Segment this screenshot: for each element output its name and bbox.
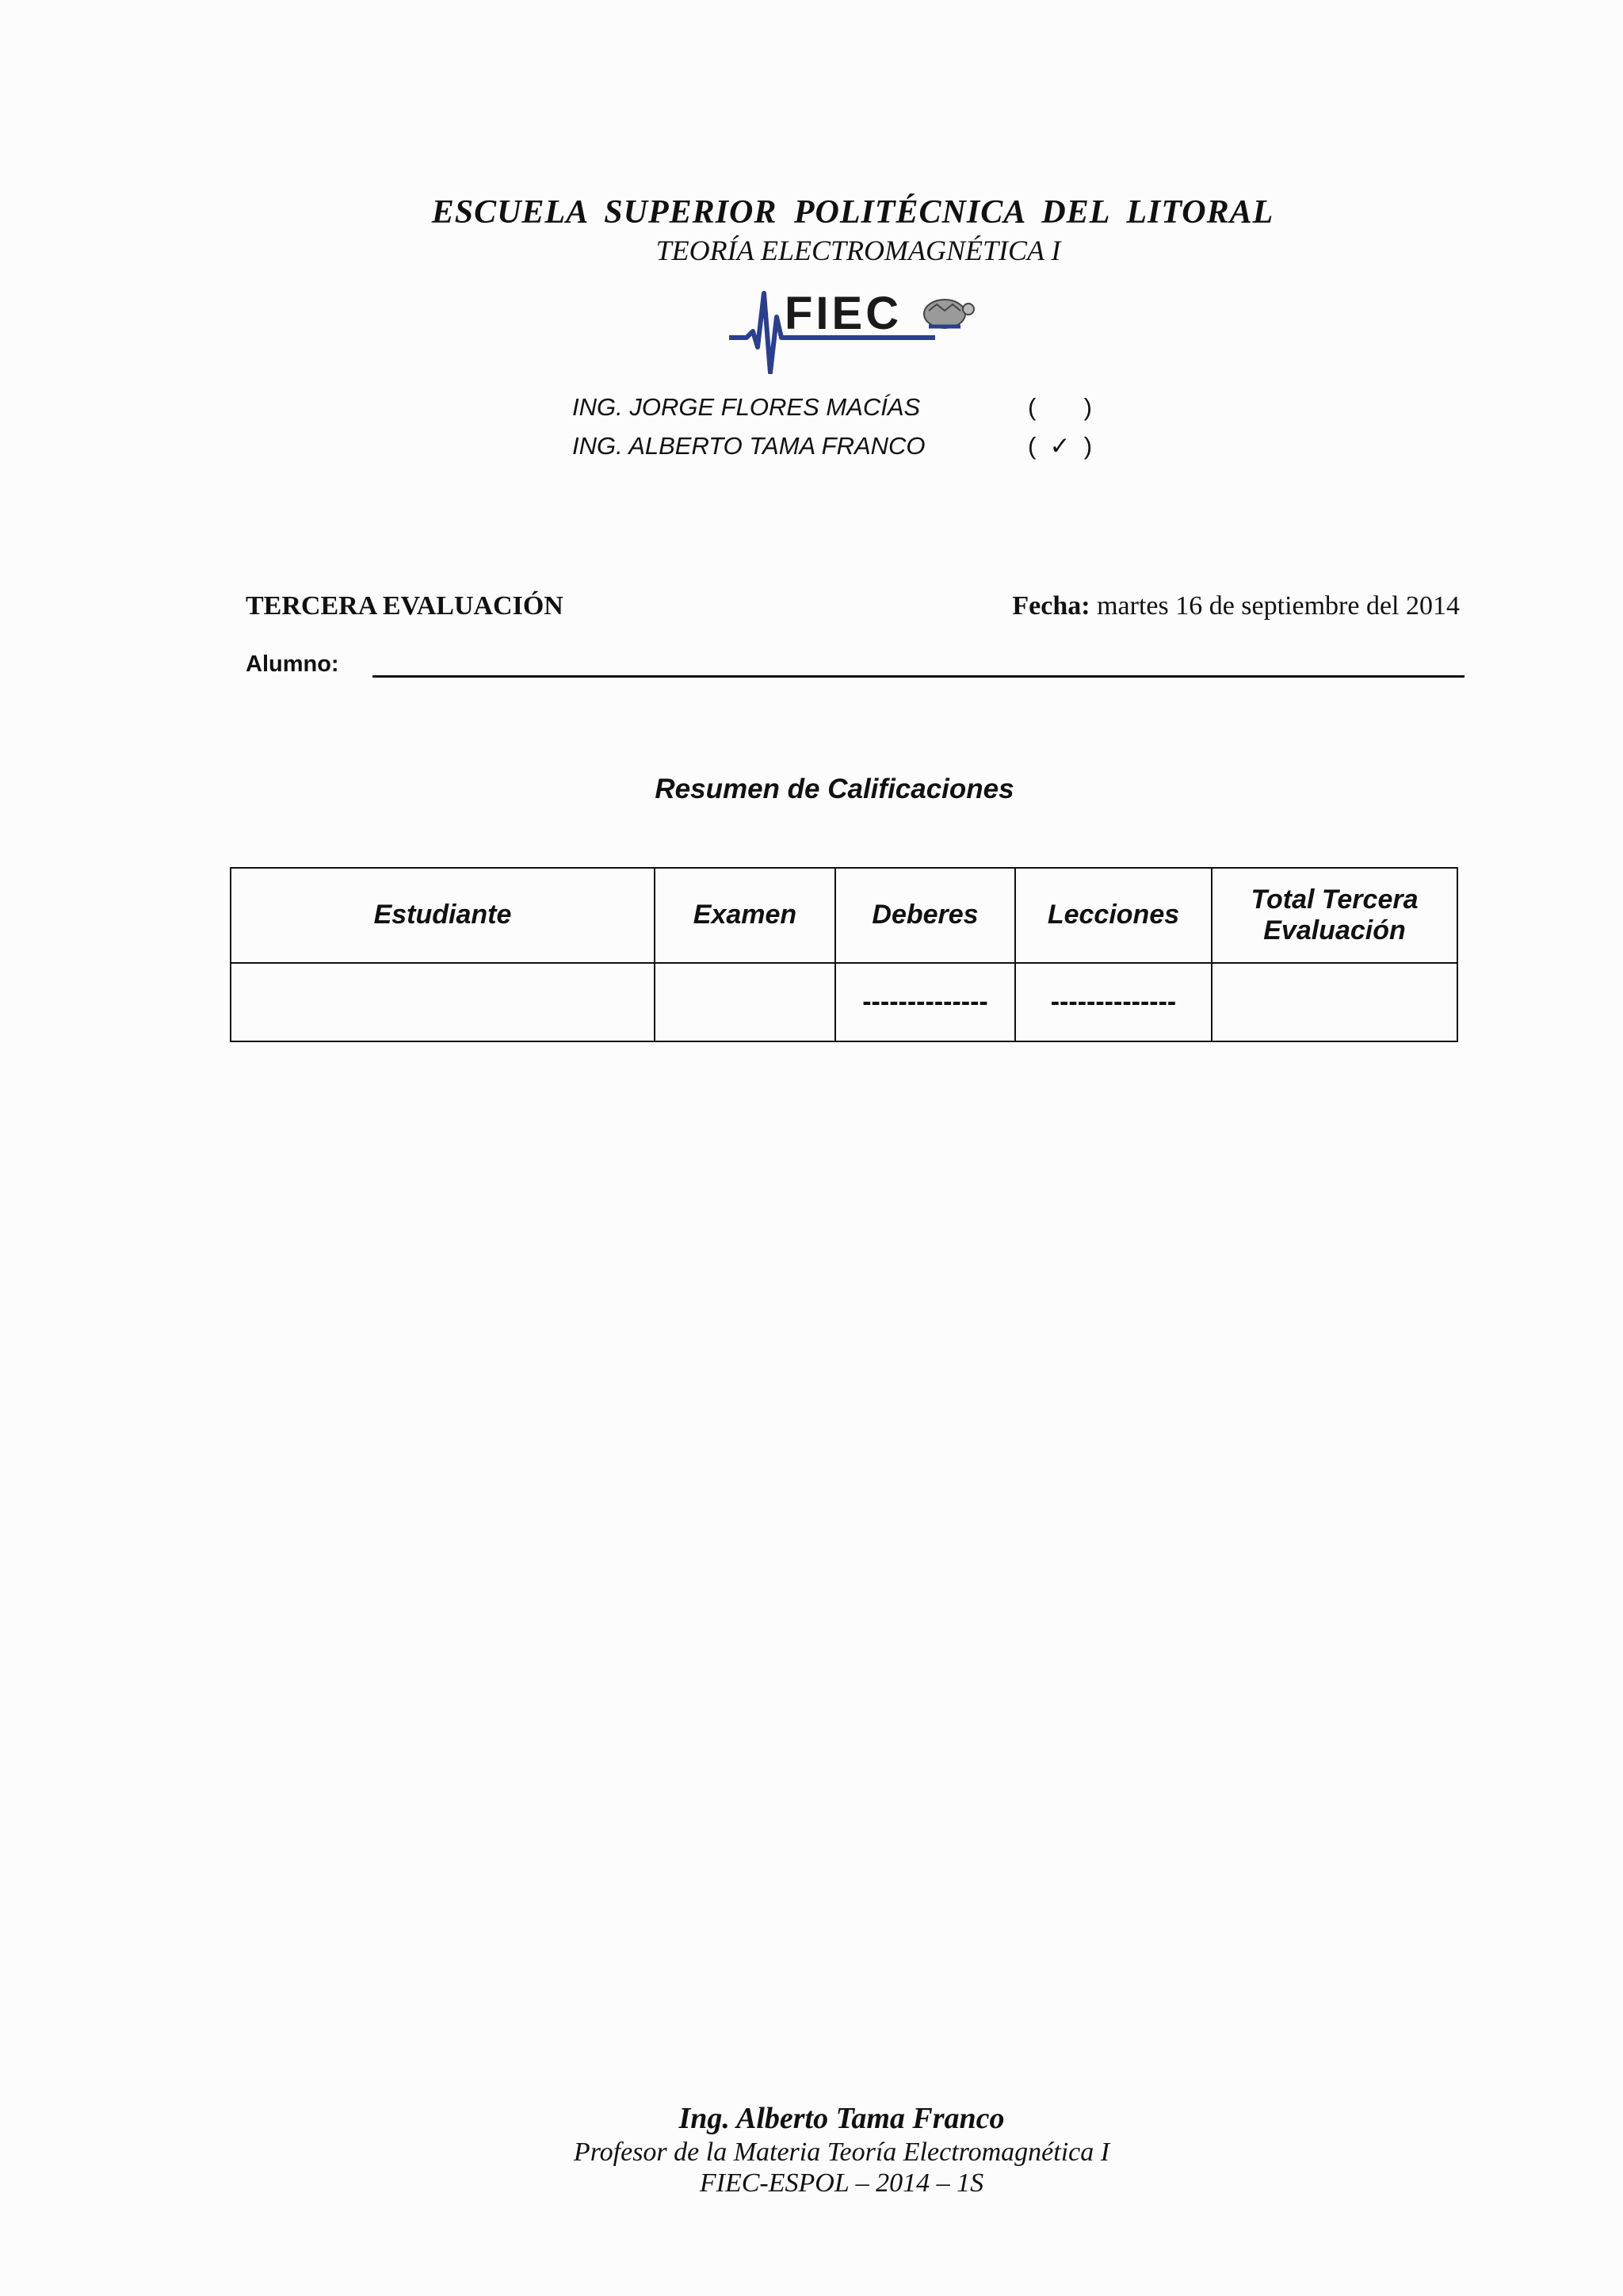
professor-checkbox[interactable]: ( ✓ ) [1028, 432, 1093, 460]
professor-name: ING. JORGE FLORES MACÍAS [572, 393, 921, 421]
student-label: Alumno: [246, 651, 339, 677]
column-header: Deberes [835, 868, 1015, 963]
column-header: Lecciones [1015, 868, 1212, 963]
lessons-grade-cell: -------------- [1015, 963, 1212, 1041]
footer-org: FIEC-ESPOL – 2014 – 1S [699, 2168, 984, 2198]
student-cell[interactable] [231, 963, 655, 1041]
footer-role: Profesor de la Materia Teoría Electromagnética I [573, 2137, 1110, 2167]
exam-date [1012, 591, 1460, 621]
exam-grade-cell[interactable] [655, 963, 835, 1041]
column-header: Examen [655, 868, 835, 963]
professor-name: ING. ALBERTO TAMA FRANCO [572, 432, 926, 460]
professor-row [572, 432, 1093, 460]
student-name-field[interactable] [372, 675, 1465, 678]
table-header-row [231, 868, 1457, 963]
professor-row [572, 393, 1092, 422]
table-row [231, 963, 1457, 1041]
fiec-logo [729, 285, 976, 374]
date-value: martes 16 de septiembre del 2014 [1090, 591, 1460, 621]
professor-checkbox[interactable]: ( ) [1028, 393, 1092, 421]
evaluation-title: TERCERA EVALUACIÓN [246, 591, 563, 621]
grades-table [230, 867, 1458, 1042]
column-header: Estudiante [231, 868, 655, 963]
summary-title: Resumen de Calificaciones [655, 774, 1014, 804]
institution-title: ESCUELA SUPERIOR POLITÉCNICA DEL LITORAL [431, 194, 1274, 231]
total-grade-cell[interactable] [1212, 963, 1457, 1041]
column-header: Total Tercera Evaluación [1212, 868, 1457, 963]
turtle-icon [924, 300, 974, 328]
date-label: Fecha: [1012, 591, 1090, 621]
footer-name: Ing. Alberto Tama Franco [678, 2102, 1005, 2135]
course-title: TEORÍA ELECTROMAGNÉTICA I [655, 235, 1061, 266]
homework-grade-cell: -------------- [835, 963, 1015, 1041]
logo-text: FIEC [785, 288, 903, 339]
